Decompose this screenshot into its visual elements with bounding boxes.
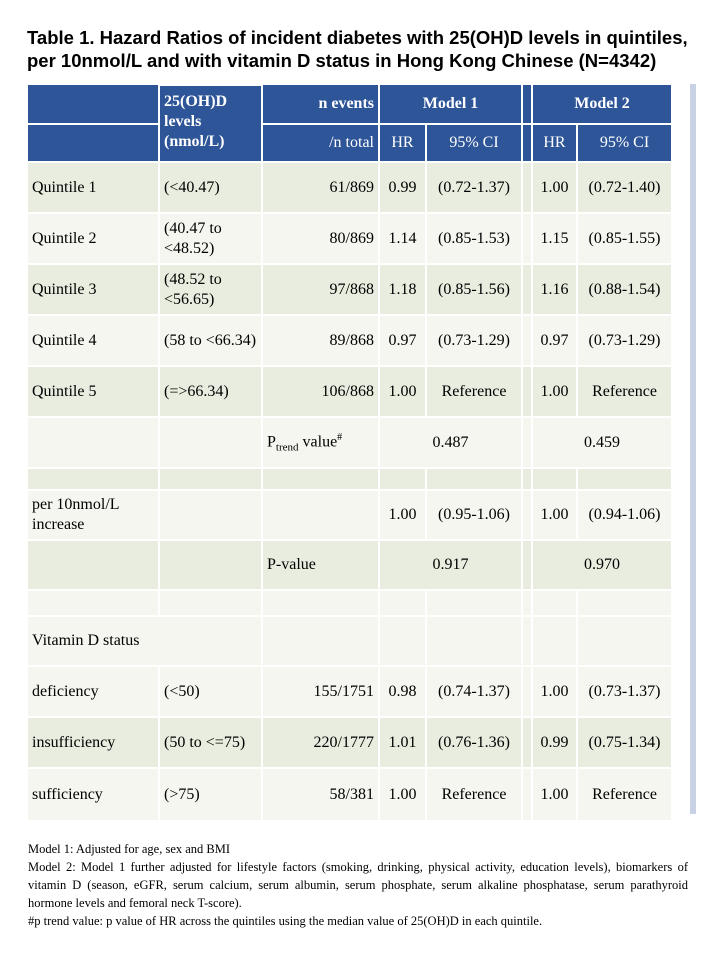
note-model-2: Model 2: Model 1 further adjusted for lifestyle factors (smoking, drinking, physical activity, education levels), biomarkers of vitamin D (season, eGFR, serum calcium, serum albumin, serum phosphate, serum alkaline phosphatase, serum parathyroid hormone levels and femoral neck T-score). bbox=[28, 860, 688, 910]
header-gap bbox=[522, 85, 532, 124]
vitd-heading-row bbox=[28, 616, 671, 666]
row-gap bbox=[522, 666, 532, 717]
header-gap-2 bbox=[522, 124, 532, 162]
row-blank bbox=[159, 540, 262, 590]
pvalue-model2: 0.970 bbox=[532, 540, 671, 590]
header-hr-2: HR bbox=[532, 124, 577, 162]
row-hr1: 0.99 bbox=[379, 162, 426, 213]
table-row bbox=[28, 768, 671, 820]
row-label: sufficiency bbox=[28, 768, 159, 820]
row-n: 106/868 bbox=[262, 366, 379, 417]
row-n: 89/868 bbox=[262, 315, 379, 366]
ptrend-model1: 0.487 bbox=[379, 417, 522, 468]
row-range: (48.52 to <56.65) bbox=[159, 264, 262, 315]
ptrend-sup: # bbox=[337, 431, 343, 443]
table-row bbox=[28, 162, 671, 213]
spacer-row bbox=[28, 590, 671, 616]
row-blank bbox=[28, 417, 159, 468]
pvalue-row bbox=[28, 540, 671, 590]
note-ptrend: #p trend value: p value of HR across the quintiles using the median value of 25(OH)D in each quintile. bbox=[28, 914, 543, 928]
row-ci2: (0.72-1.40) bbox=[577, 162, 671, 213]
header-blank-2 bbox=[28, 124, 159, 162]
per10-hr1: 1.00 bbox=[379, 490, 426, 540]
title-line-2: per 10nmol/L and with vitamin D status in Hong Kong Chinese (N=4342) bbox=[27, 50, 657, 71]
header-row-1 bbox=[28, 85, 671, 124]
row-ci2: Reference bbox=[577, 366, 671, 417]
row-label: Quintile 3 bbox=[28, 264, 159, 315]
row-label: Quintile 4 bbox=[28, 315, 159, 366]
row-gap bbox=[522, 540, 532, 590]
row-n: 97/868 bbox=[262, 264, 379, 315]
row-hr1: 0.97 bbox=[379, 315, 426, 366]
row-hr1: 1.00 bbox=[379, 366, 426, 417]
table-row bbox=[28, 717, 671, 768]
row-label: Quintile 5 bbox=[28, 366, 159, 417]
row-ci2: (0.88-1.54) bbox=[577, 264, 671, 315]
row-gap bbox=[522, 490, 532, 540]
row-blank bbox=[28, 540, 159, 590]
row-gap bbox=[522, 417, 532, 468]
header-model-2: Model 2 bbox=[532, 85, 671, 124]
row-hr1: 1.14 bbox=[379, 213, 426, 264]
row-gap bbox=[522, 162, 532, 213]
row-gap bbox=[522, 264, 532, 315]
header-row-2 bbox=[28, 124, 671, 162]
row-ci2: (0.73-1.29) bbox=[577, 315, 671, 366]
ptrend-rest: value bbox=[298, 433, 338, 451]
title-line-1: Table 1. Hazard Ratios of incident diabetes with 25(OH)D levels in quintiles, bbox=[27, 27, 688, 48]
header-blank bbox=[28, 85, 159, 124]
per10-label: per 10nmol/L increase bbox=[28, 490, 159, 540]
header-n-events: n events bbox=[262, 85, 379, 124]
row-n: 58/381 bbox=[262, 768, 379, 820]
hazard-ratio-table bbox=[28, 84, 671, 820]
row-ci2: (0.85-1.55) bbox=[577, 213, 671, 264]
row-gap bbox=[522, 315, 532, 366]
row-ci1: (0.76-1.36) bbox=[426, 717, 522, 768]
row-n: 155/1751 bbox=[262, 666, 379, 717]
header-ci-1: 95% CI bbox=[426, 124, 522, 162]
row-gap bbox=[522, 213, 532, 264]
row-range: (<40.47) bbox=[159, 162, 262, 213]
row-gap bbox=[522, 768, 532, 820]
row-blank bbox=[262, 490, 379, 540]
table-notes bbox=[28, 840, 688, 930]
row-gap bbox=[522, 717, 532, 768]
spacer-row bbox=[28, 468, 671, 490]
per10-row bbox=[28, 490, 671, 540]
row-n: 80/869 bbox=[262, 213, 379, 264]
ptrend-sub: trend bbox=[275, 441, 299, 454]
header-hr-1: HR bbox=[379, 124, 426, 162]
header-levels: 25(OH)D levels (nmol/L) bbox=[159, 85, 262, 162]
row-ci1: (0.72-1.37) bbox=[426, 162, 522, 213]
row-ci2: Reference bbox=[577, 768, 671, 820]
ptrend-row bbox=[28, 417, 671, 468]
row-ci2: (0.73-1.37) bbox=[577, 666, 671, 717]
row-label: deficiency bbox=[28, 666, 159, 717]
row-ci1: Reference bbox=[426, 768, 522, 820]
row-hr2: 1.00 bbox=[532, 666, 577, 717]
ptrend-label bbox=[262, 417, 379, 468]
ptrend-model2: 0.459 bbox=[532, 417, 671, 468]
row-hr1: 1.18 bbox=[379, 264, 426, 315]
row-range: (<50) bbox=[159, 666, 262, 717]
pvalue-label: P-value bbox=[262, 540, 379, 590]
row-label: insufficiency bbox=[28, 717, 159, 768]
table-title bbox=[27, 26, 707, 72]
row-hr2: 1.16 bbox=[532, 264, 577, 315]
row-hr1: 1.01 bbox=[379, 717, 426, 768]
row-hr2: 1.00 bbox=[532, 366, 577, 417]
row-ci1: (0.73-1.29) bbox=[426, 315, 522, 366]
row-hr1: 0.98 bbox=[379, 666, 426, 717]
row-n: 61/869 bbox=[262, 162, 379, 213]
table-right-edge bbox=[690, 84, 696, 814]
header-ci-2: 95% CI bbox=[577, 124, 671, 162]
table-row bbox=[28, 315, 671, 366]
row-label: Quintile 1 bbox=[28, 162, 159, 213]
row-range: (50 to <=75) bbox=[159, 717, 262, 768]
row-blank bbox=[159, 490, 262, 540]
pvalue-model1: 0.917 bbox=[379, 540, 522, 590]
row-ci1: Reference bbox=[426, 366, 522, 417]
row-hr2: 0.99 bbox=[532, 717, 577, 768]
row-ci1: (0.74-1.37) bbox=[426, 666, 522, 717]
row-range: (=>66.34) bbox=[159, 366, 262, 417]
row-hr2: 1.00 bbox=[532, 162, 577, 213]
row-blank bbox=[159, 417, 262, 468]
row-range: (40.47 to <48.52) bbox=[159, 213, 262, 264]
table-row bbox=[28, 264, 671, 315]
row-hr2: 0.97 bbox=[532, 315, 577, 366]
row-ci2: (0.75-1.34) bbox=[577, 717, 671, 768]
row-hr1: 1.00 bbox=[379, 768, 426, 820]
table-row bbox=[28, 213, 671, 264]
row-n: 220/1777 bbox=[262, 717, 379, 768]
per10-hr2: 1.00 bbox=[532, 490, 577, 540]
row-label: Quintile 2 bbox=[28, 213, 159, 264]
row-range: (>75) bbox=[159, 768, 262, 820]
header-n-total: /n total bbox=[262, 124, 379, 162]
header-model-1: Model 1 bbox=[379, 85, 522, 124]
per10-ci1: (0.95-1.06) bbox=[426, 490, 522, 540]
table-row bbox=[28, 366, 671, 417]
note-model-1: Model 1: Adjusted for age, sex and BMI bbox=[28, 842, 231, 856]
per10-ci2: (0.94-1.06) bbox=[577, 490, 671, 540]
table-row bbox=[28, 666, 671, 717]
row-range: (58 to <66.34) bbox=[159, 315, 262, 366]
row-hr2: 1.15 bbox=[532, 213, 577, 264]
row-ci1: (0.85-1.53) bbox=[426, 213, 522, 264]
vitd-heading: Vitamin D status bbox=[28, 616, 262, 666]
ptrend-p: P bbox=[267, 433, 276, 451]
row-hr2: 1.00 bbox=[532, 768, 577, 820]
row-ci1: (0.85-1.56) bbox=[426, 264, 522, 315]
row-gap bbox=[522, 366, 532, 417]
